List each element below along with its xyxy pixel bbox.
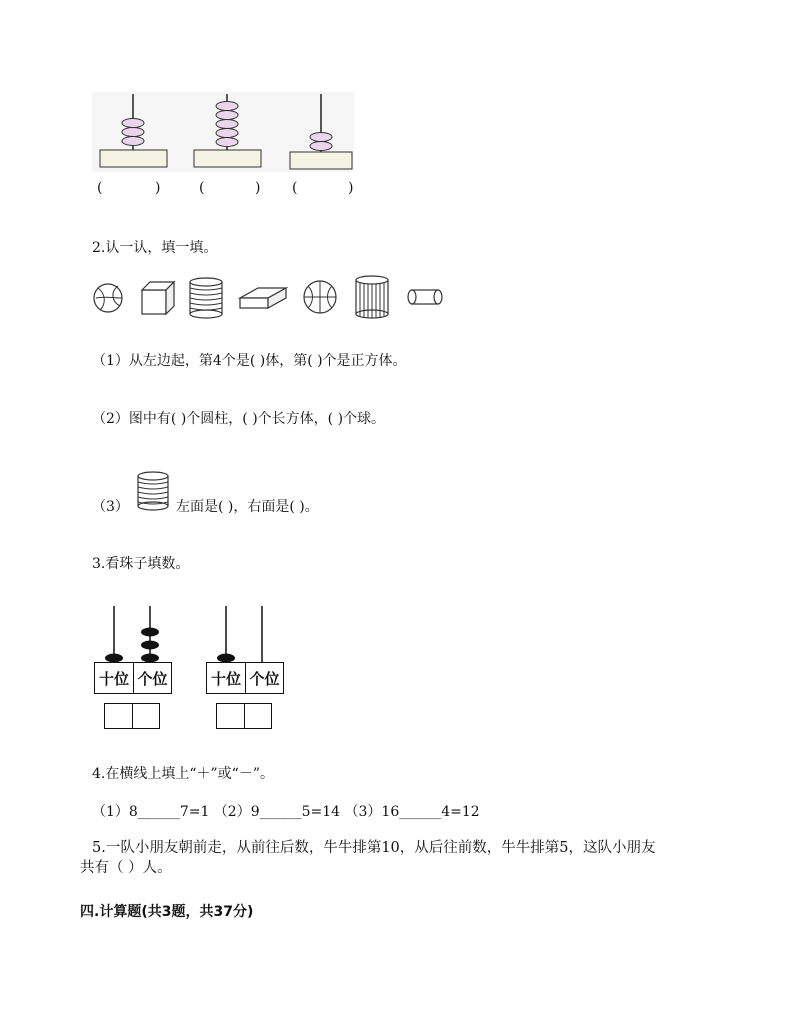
abacus-1 xyxy=(100,94,167,167)
answer-paren-close-3: ) xyxy=(348,180,354,196)
coin-stack-icon xyxy=(136,470,172,514)
place-value-labels-1 xyxy=(94,662,172,694)
tens-label: 十位 xyxy=(95,663,134,693)
abacus-3 xyxy=(290,94,352,169)
q2-sub3-prefix: （3） xyxy=(92,499,129,515)
abacus-figures xyxy=(92,92,354,172)
q2-sub3-text: 左面是( )，右面是( )。 xyxy=(176,499,319,515)
bead xyxy=(216,111,238,120)
basketball-icon xyxy=(304,281,336,313)
tens-label: 十位 xyxy=(207,663,246,693)
ones-label: 个位 xyxy=(137,669,168,688)
answer-boxes-1 xyxy=(104,703,160,729)
volleyball-icon xyxy=(94,284,122,312)
q3-title: 3.看珠子填数。 xyxy=(92,556,190,572)
q4-title: 4.在横线上填上“＋”或“－”。 xyxy=(92,766,274,782)
bead xyxy=(216,138,238,147)
q5-line2: 共有（ ）人。 xyxy=(80,860,172,876)
bead xyxy=(122,128,144,137)
bead xyxy=(216,102,238,111)
ones-answer-box[interactable] xyxy=(133,704,159,728)
q5-line1: 5.一队小朋友朝前走，从前往后数，牛牛排第10，从后往前数，牛牛排第5，这队小朋友 xyxy=(92,840,656,856)
ones-answer-box[interactable] xyxy=(245,704,271,728)
q2-sub1: （1）从左边起，第4个是( )体，第( )个是正方体。 xyxy=(92,353,407,369)
place-value-labels-2 xyxy=(206,662,284,694)
q2-shapes-row xyxy=(92,276,452,320)
ones-bead xyxy=(141,628,159,637)
q2-sub2: （2）图中有( )个圆柱，( )个长方体，( )个球。 xyxy=(92,411,386,427)
answer-paren-close-1: ) xyxy=(155,180,161,196)
bead xyxy=(216,120,238,129)
q4-items: （1）8______7=1 （2）9______5=14 （3）16______4=12 xyxy=(92,804,480,820)
coin-stack-cylinder-icon xyxy=(190,278,222,318)
tens-answer-box[interactable] xyxy=(217,704,245,728)
cube-icon xyxy=(142,282,174,314)
tens-answer-box[interactable] xyxy=(105,704,133,728)
ones-bead xyxy=(141,641,159,650)
small-cylinder-icon xyxy=(408,290,442,304)
abacus-2 xyxy=(194,94,261,167)
answer-paren-open-3: ( xyxy=(292,180,298,196)
ones-label: 个位 xyxy=(249,669,280,688)
q2-title: 2.认一认，填一填。 xyxy=(92,240,218,256)
answer-paren-open-1: ( xyxy=(97,180,103,196)
section4-title: 四.计算题(共3题，共37分) xyxy=(80,904,254,920)
cuboid-icon xyxy=(240,288,286,308)
bead xyxy=(310,142,332,151)
answer-paren-close-2: ) xyxy=(255,180,261,196)
cylinder-icon xyxy=(356,276,388,318)
bead xyxy=(122,137,144,146)
bead xyxy=(122,119,144,128)
bead xyxy=(310,133,332,142)
bead xyxy=(216,129,238,138)
answer-boxes-2 xyxy=(216,703,272,729)
answer-paren-open-2: ( xyxy=(199,180,205,196)
abacus-group xyxy=(92,92,354,172)
